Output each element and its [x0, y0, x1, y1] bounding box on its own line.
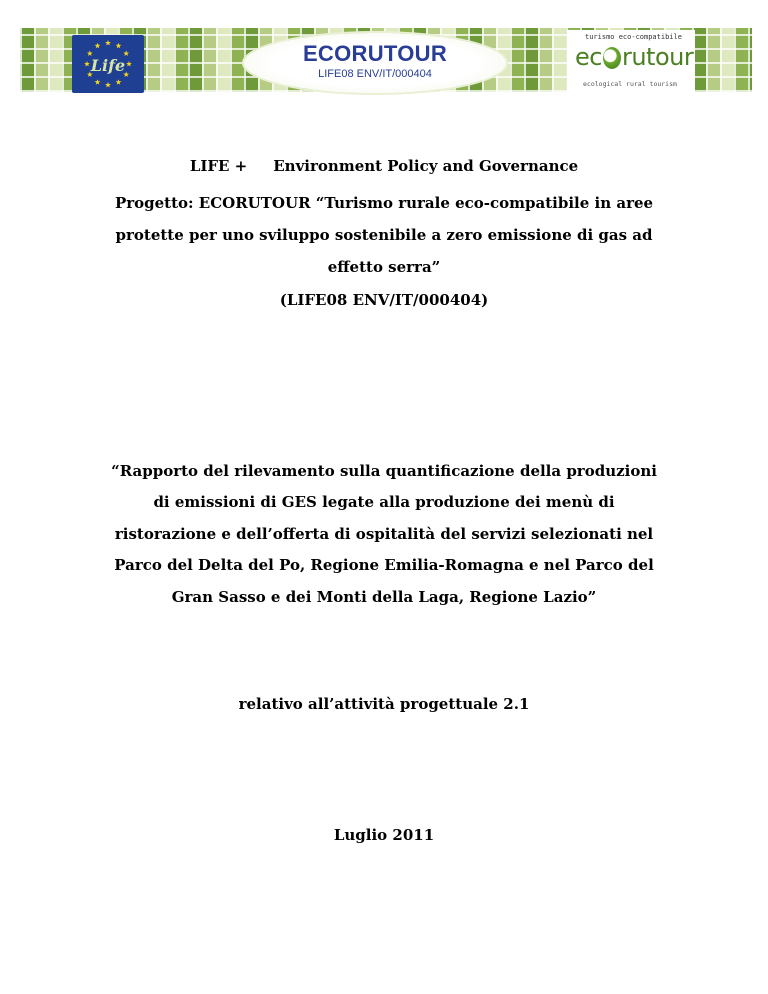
project-line-3: effetto serra”: [327, 258, 441, 276]
eu-life-logo: [72, 35, 144, 93]
banner-code: LIFE08 ENV/IT/000404: [318, 68, 432, 80]
eu-star-icon: [126, 61, 132, 66]
report-title-line-1: “Rapporto del rilevamento sulla quantificazione della produzioni: [111, 462, 657, 480]
document-date: Luglio 2011: [333, 826, 435, 844]
logo-tagline: turismo eco-compatibile: [585, 33, 682, 41]
life-logo-text: Life: [90, 56, 126, 75]
project-title-oval: [244, 33, 506, 93]
logo-subtitle: ecological rural tourism: [583, 80, 677, 88]
project-code: (LIFE08 ENV/IT/000404): [279, 291, 489, 309]
globe-o-icon: [603, 47, 621, 69]
report-title-line-2: di emissioni di GES legate alla produzione dei menù di: [153, 493, 615, 511]
activity-line: relativo all’attività progettuale 2.1: [238, 695, 530, 713]
eu-star-icon: [84, 61, 90, 66]
eu-star-icon: [105, 40, 111, 45]
eu-star-icon: [116, 43, 122, 48]
eu-star-icon: [95, 43, 101, 48]
eu-star-icon: [116, 79, 122, 84]
logo-wordmark: ec rutour: [575, 43, 694, 71]
program-line: [0, 157, 768, 175]
report-title-line-4: Parco del Delta del Po, Regione Emilia-Romagna e nel Parco del: [114, 556, 654, 574]
report-title-line-5: Gran Sasso e dei Monti della Laga, Regione Lazio”: [171, 588, 597, 606]
eu-stars-icon: [72, 35, 144, 93]
report-title-line-3: ristorazione e dell’offerta di ospitalità del servizi selezionati nel: [114, 525, 654, 543]
program-label: LIFE +: [189, 157, 248, 175]
ecorutour-logo: [567, 30, 695, 92]
project-line-2: protette per uno sviluppo sostenibile a zero emissione di gas ad: [115, 226, 653, 244]
banner-title: ECORUTOUR: [302, 41, 448, 66]
program-name: Environment Policy and Governance: [273, 157, 579, 175]
eu-star-icon: [105, 82, 111, 87]
project-line-1: Progetto: ECORUTOUR “Turismo rurale eco-compatibile in aree: [114, 194, 654, 212]
eu-star-icon: [95, 79, 101, 84]
